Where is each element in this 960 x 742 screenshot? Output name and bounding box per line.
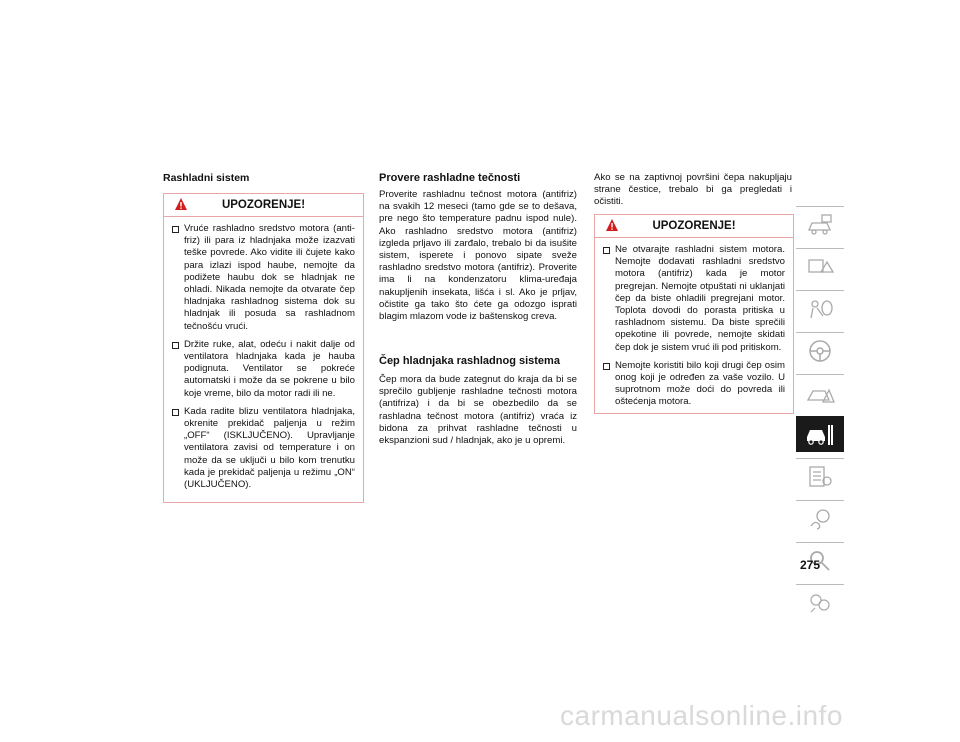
checkbox-bullet-icon — [172, 226, 179, 233]
warning-bullet — [172, 339, 355, 400]
paragraph-cap-cleaning: Ako se na zaptivnoj površini čepa nakupljaju strane čestice, trebalo bi ga pregledati i očistiti. — [594, 172, 792, 208]
checkbox-bullet-icon — [172, 342, 179, 349]
bullet-text: Kada radite blizu ventilatora hladnjaka, okrenite prekidač paljenja u režim „OFF“ (ISKLJUČENO). Upravljanje ventilatora zavisi od temperature i on može da se uključi u bilo kom trenutku kada je prekidač paljenja u režimu „ON“ (UKLJUČENO). — [184, 405, 355, 491]
heading-coolant-check: Provere rashladne tečnosti — [379, 172, 521, 184]
steering-wheel-icon — [805, 338, 835, 364]
warning-title: UPOZORENJE! — [221, 199, 306, 211]
tab-language[interactable] — [796, 584, 844, 620]
watermark: carmanualsonline.info — [560, 700, 843, 731]
tab-specifications[interactable] — [796, 458, 844, 494]
warning-header — [164, 194, 363, 217]
dashboard-warning-icon — [805, 254, 835, 280]
warning-box-right — [594, 214, 794, 414]
warning-bullet — [603, 244, 785, 354]
tab-car-info[interactable] — [796, 206, 844, 242]
emergency-triangle-icon — [805, 380, 835, 406]
warning-triangle-icon — [605, 218, 619, 232]
airbag-safety-icon — [805, 296, 835, 322]
multimedia-icon — [805, 506, 835, 532]
warning-bullet — [172, 406, 355, 491]
section-title: Rashladni sistem — [163, 172, 250, 184]
warning-header — [595, 215, 793, 238]
tab-starting[interactable] — [796, 332, 844, 368]
warning-bullet — [603, 360, 785, 409]
tab-emergency[interactable] — [796, 374, 844, 410]
tab-service[interactable] — [796, 416, 844, 452]
specifications-list-icon — [805, 464, 835, 490]
paragraph-coolant-check: Proverite rashladnu tečnost motora (antifriz) na svakih 12 meseci (tamo gde se to dešava, pre nego što temperature padnu ispod nule). Ako rashladno sredstvo motora (antifriz) izgleda prljavo ili zarđalo, trebalo bi da isušite sistem, isperete i ponovo sipate sveže rashladno sredstvo motora (antifriz). Proverite ima li na kondenzatoru klima-uređaja nakupljenih insekata, lišća i sl. Ako je prljav, očistite ga tako što ćete ga odozgo isprati blagim mlazom vode iz baštenskog creva. — [379, 189, 577, 323]
warning-bullet — [172, 223, 355, 333]
checkbox-bullet-icon — [172, 409, 179, 416]
bullet-text: Držite ruke, alat, odeću i nakit dalje od ventilatora hladnjaka kada je hauba podignuta. Ventilator se pokreće automatski i može da se pokrene u bilo koje vreme, bilo da motor radi ili ne. — [184, 338, 355, 399]
car-maintenance-icon — [805, 422, 835, 448]
checkbox-bullet-icon — [603, 363, 610, 370]
page-number: 275 — [800, 558, 821, 572]
tab-dashboard[interactable] — [796, 248, 844, 284]
paragraph-radiator-cap: Čep mora da bude zategnut do kraja da bi se sprečilo gubljenje rashladne tečnosti motora (antifriza) i da bi se obezbedilo da se rashladna tečnost motora (antifriz) vraća iz bidona za prihvat rashladne tečnosti u ekspanzioni sud / hladnjak, ako je u opremi. — [379, 374, 577, 447]
bullet-text: Ne otvarajte rashladni sistem motora. Nemojte dodavati rashladni sredstvo motora (antifriz) kada je motor pregrejan. Nemojte otpuštati ni uklanjati čep da biste ohladili pregrejani motor. Toplota dovodi do porasta pritiska u rashladnom sistemu. Da biste sprečili opekotine ili povrede, nemojte skidati čep dok je sistem vruć ili pod pritiskom. — [615, 244, 785, 353]
tab-safety[interactable] — [796, 290, 844, 326]
chapter-tabs — [796, 200, 844, 620]
bullet-text: Nemojte koristiti bilo koji drugi čep osim onog koji je određen za vaše vozilo. U suprotnom može doći do povreda ili oštećenja motora. — [615, 359, 785, 408]
warning-triangle-icon — [174, 197, 188, 211]
warning-box-left — [163, 193, 364, 503]
checkbox-bullet-icon — [603, 247, 610, 254]
car-info-icon — [805, 212, 835, 238]
heading-radiator-cap: Čep hladnjaka rashladnog sistema — [379, 355, 560, 367]
warning-title: UPOZORENJE! — [652, 220, 736, 232]
language-icon — [805, 590, 835, 616]
tab-multimedia[interactable] — [796, 500, 844, 536]
bullet-text: Vruće rashladno sredstvo motora (anti-friz) ili para iz hladnjaka može izazvati teške povrede. Ako vidite ili čujete kako para izlazi ispod haube, nemojte da podižete haubu dok se hladnjak ne ohladi. Nikada nemojte da otvarate čep hladnjaka rashladnog sistema dok su hladnjak ili posuda sa rashladnom tečnošću vrući. — [184, 223, 355, 332]
